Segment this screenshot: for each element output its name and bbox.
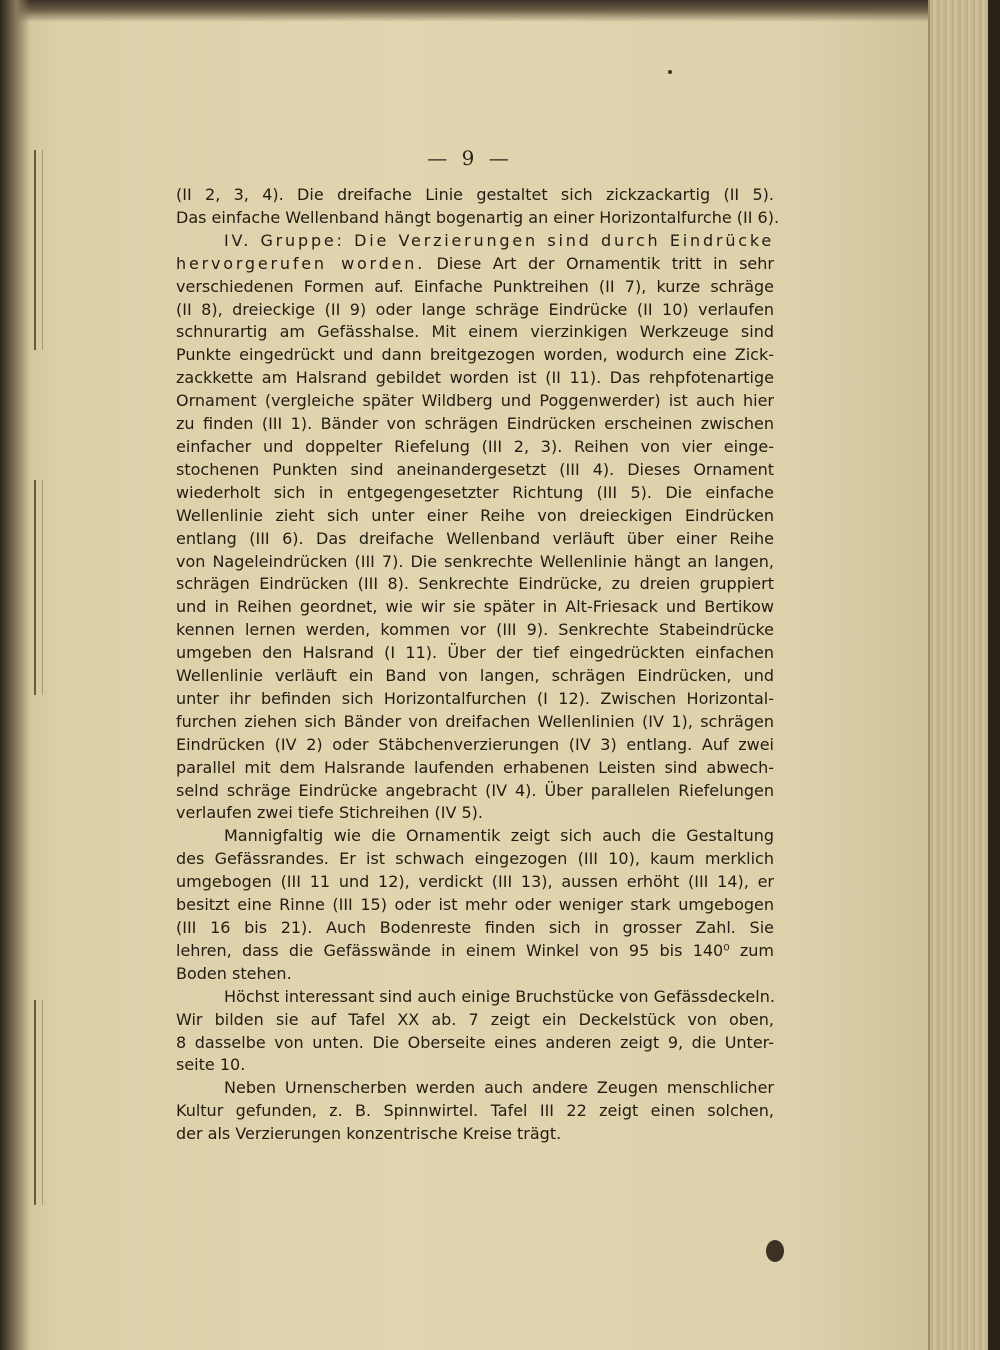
text-line: Ornament (vergleiche später Wildberg und Poggenwerder) ist auch hier (176, 391, 774, 411)
text-line: umgebogen (III 11 und 12), verdickt (III 13), aussen erhöht (III 14), er (176, 872, 774, 892)
stain (766, 1240, 784, 1262)
text-line: verschiedenen Formen auf. Einfache Punktreihen (II 7), kurze schräge (176, 276, 774, 296)
binding-stitch (34, 480, 43, 695)
text-line: zu finden (III 1). Bänder von schrägen Eindrücken erscheinen zwischen (176, 414, 774, 434)
text-line: schnurartig am Gefässhalse. Mit einem vierzinkigen Werkzeuge sind (176, 322, 774, 342)
spaced-text: hervorgerufen worden. (176, 253, 426, 273)
text-line: Wellenlinie zieht sich unter einer Reihe von dreieckigen Eindrücken (176, 505, 774, 525)
text-line: zackkette am Halsrand gebildet worden ist (II 11). Das rehpfotenartige (176, 368, 774, 388)
text-line: verlaufen zwei tiefe Stichreihen (IV 5). (176, 803, 484, 823)
binding-stitch (34, 150, 43, 350)
text-line: 8 dasselbe von unten. Die Oberseite eines anderen zeigt 9, die Unter- (176, 1032, 774, 1052)
text-line: besitzt eine Rinne (III 15) oder ist mehr oder weniger stark umgebogen (176, 895, 774, 915)
text-line: einfacher und doppelter Riefelung (III 2, 3). Reihen von vier einge- (176, 436, 774, 456)
text-line: und in Reihen geordnet, wie wir sie später in Alt-Friesack und Bertikow (176, 597, 774, 617)
text-line: Kultur gefunden, z. B. Spinnwirtel. Tafel III 22 zeigt einen solchen, (176, 1101, 774, 1121)
text-line: furchen ziehen sich Bänder von dreifachen Wellenlinien (IV 1), schrägen (176, 711, 774, 731)
text-line: unter ihr befinden sich Horizontalfurchen (I 12). Zwischen Horizontal- (176, 688, 774, 708)
text-line: der als Verzierungen konzentrische Kreise trägt. (176, 1124, 562, 1144)
text-line: (II 8), dreieckige (II 9) oder lange schräge Eindrücke (II 10) verlaufen (176, 299, 774, 319)
text-line: Das einfache Wellenband hängt bogenartig an einer Horizontalfurche (II 6). (176, 207, 780, 227)
text-line: Neben Urnenscherben werden auch andere Zeugen menschlicher (224, 1078, 774, 1098)
text-line: Höchst interessant sind auch einige Bruchstücke von Gefässdeckeln. (224, 986, 775, 1006)
text-line: des Gefässrandes. Er ist schwach eingezogen (III 10), kaum merklich (176, 849, 774, 869)
text-line: seite 10. (176, 1055, 246, 1075)
body-text (176, 184, 780, 1146)
text-line: parallel mit dem Halsrande laufenden erhabenen Leisten sind abwech- (176, 757, 774, 777)
text-line (176, 253, 774, 276)
text-line: schrägen Eindrücken (III 8). Senkrechte Eindrücke, zu dreien gruppiert (176, 574, 774, 594)
page-number: — 9 — (427, 146, 513, 170)
page-top-edge (0, 0, 1000, 22)
text-line: lehren, dass die Gefässwände in einem Winkel von 95 bis 140⁰ zum (176, 940, 774, 960)
text-line: stochenen Punkten sind aneinandergesetzt (III 4). Dieses Ornament (176, 459, 774, 479)
text-line: kennen lernen werden, kommen vor (III 9). Senkrechte Stabeindrücke (176, 620, 774, 640)
text-line: Wir bilden sie auf Tafel XX ab. 7 zeigt ein Deckelstück von oben, (176, 1009, 774, 1029)
text-line: Boden stehen. (176, 963, 292, 983)
stain (668, 70, 672, 74)
text-line: von Nageleindrücken (III 7). Die senkrechte Wellenlinie hängt an langen, (176, 551, 774, 571)
text-line: IV. Gruppe: Die Verzierungen sind durch Eindrücke (224, 230, 774, 250)
text-line: umgeben den Halsrand (I 11). Über der tief eingedrückten einfachen (176, 643, 774, 663)
text-fragment: Diese Art der Ornamentik tritt in sehr (436, 253, 774, 273)
text-line: Punkte eingedrückt und dann breitgezogen worden, wodurch eine Zick- (176, 345, 774, 365)
book-cover-edge (988, 0, 1000, 1350)
text-line: wiederholt sich in entgegengesetzter Richtung (III 5). Die einfache (176, 482, 774, 502)
text-line: Wellenlinie verläuft ein Band von langen, schrägen Eindrücken, und (176, 666, 774, 686)
binding-stitch (34, 1000, 43, 1205)
text-line: selnd schräge Eindrücke angebracht (IV 4). Über parallelen Riefelungen (176, 780, 774, 800)
text-line: (III 16 bis 21). Auch Bodenreste finden sich in grosser Zahl. Sie (176, 918, 774, 937)
text-line: Mannigfaltig wie die Ornamentik zeigt sich auch die Gestaltung (224, 826, 774, 846)
text-line: entlang (III 6). Das dreifache Wellenband verläuft über einer Reihe (176, 528, 774, 548)
text-line: (II 2, 3, 4). Die dreifache Linie gestaltet sich zickzackartig (II 5). (176, 185, 774, 204)
binding-gutter (0, 0, 30, 1350)
text-line: Eindrücken (IV 2) oder Stäbchenverzierungen (IV 3) entlang. Auf zwei (176, 734, 774, 754)
